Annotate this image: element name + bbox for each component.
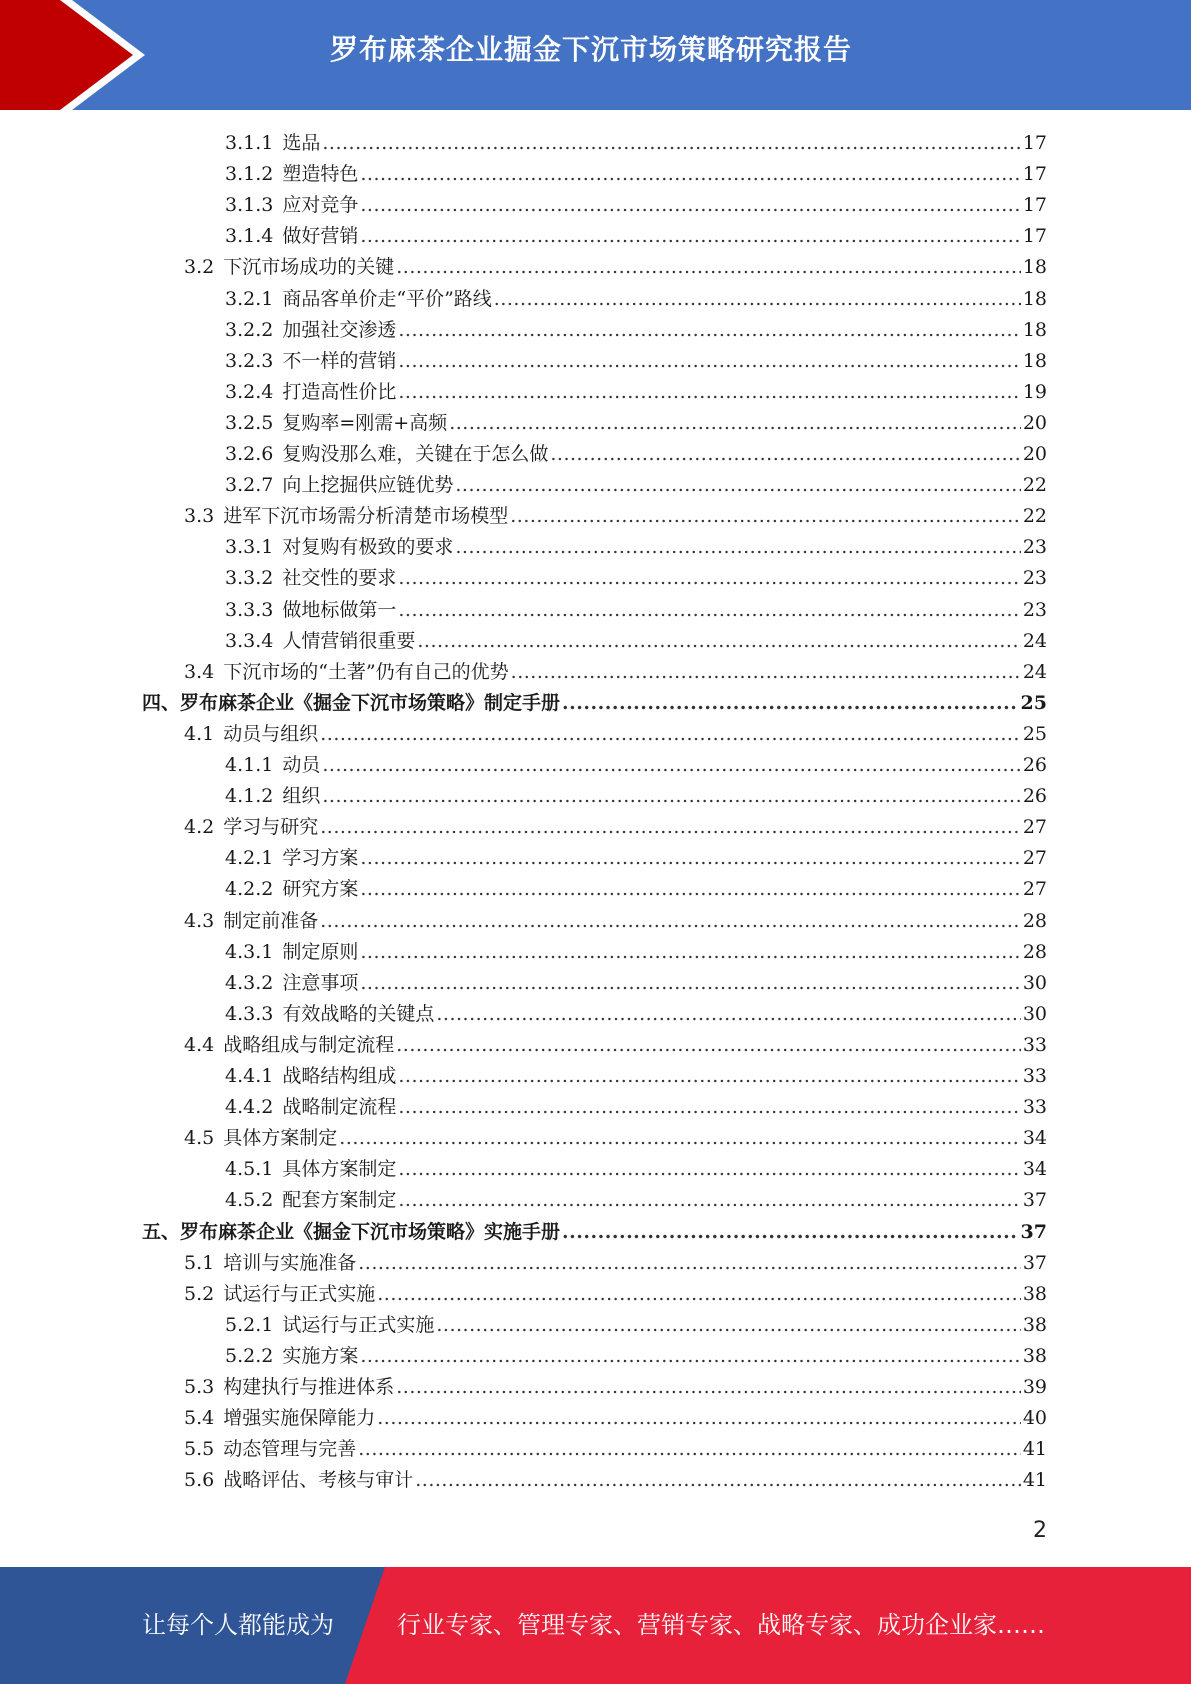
toc-dot-leader [322, 750, 1020, 781]
toc-entry-title: 下沉市场成功的关键 [223, 256, 395, 279]
toc-entry-page: 30 [1022, 971, 1047, 994]
toc-entry[interactable] [225, 563, 1047, 594]
toc-entry-number: 5.3 [184, 1376, 215, 1398]
toc-dot-leader [550, 439, 1020, 470]
toc-entry[interactable] [225, 284, 1047, 315]
toc-entry[interactable] [225, 190, 1047, 221]
toc-entry-title: 加强社交渗透 [282, 318, 397, 341]
toc-entry-page: 23 [1022, 536, 1047, 559]
toc-entry-number: 3.3.1 [225, 536, 274, 559]
toc-entry[interactable] [184, 1372, 1047, 1403]
toc-entry[interactable] [225, 408, 1047, 439]
toc-entry[interactable] [184, 1123, 1047, 1154]
toc-dot-leader [396, 1030, 1021, 1061]
toc-entry-page: 19 [1022, 380, 1047, 403]
toc-entry[interactable] [184, 1465, 1047, 1496]
toc-entry-title: 选品 [282, 132, 321, 154]
toc-entry-title: 罗布麻茶企业《掘金下沉市场策略》实施手册 [180, 1220, 561, 1243]
toc-entry-number: 3.1.3 [225, 194, 274, 217]
toc-entry[interactable] [225, 626, 1047, 657]
toc-entry[interactable] [184, 812, 1047, 843]
toc-entry-page: 33 [1022, 1096, 1047, 1119]
toc-entry-page: 25 [1022, 722, 1047, 745]
toc-dot-leader [396, 1372, 1021, 1403]
toc-entry-title: 试运行与正式实施 [223, 1282, 376, 1305]
toc-entry-title: 不一样的营销 [282, 349, 397, 372]
toc-entry-number: 4.2.2 [225, 878, 274, 901]
toc-entry-title: 动员 [282, 754, 321, 776]
toc-entry[interactable] [225, 999, 1047, 1030]
toc-entry-number: 3.2.7 [225, 474, 274, 497]
toc-entry-number: 4.4 [184, 1033, 215, 1056]
toc-entry-number: 3.2 [184, 256, 215, 279]
toc-entry[interactable] [184, 501, 1047, 532]
toc-entry-number: 4.4.2 [225, 1096, 274, 1119]
toc-entry-page: 37 [1022, 1189, 1047, 1212]
toc-dot-leader [360, 874, 1020, 905]
toc-entry-number: 4.5.1 [225, 1158, 274, 1181]
toc-dot-leader [360, 1341, 1020, 1372]
toc-entry-page: 24 [1022, 660, 1047, 683]
toc-entry-title: 注意事项 [282, 971, 359, 994]
toc-dot-leader [320, 719, 1021, 750]
toc-dot-leader [360, 843, 1020, 874]
toc-entry[interactable] [225, 221, 1047, 252]
toc-entry-page: 34 [1022, 1127, 1047, 1150]
page-footer [0, 1567, 1191, 1684]
toc-dot-leader [511, 657, 1021, 688]
toc-entry-number: 3.1.4 [225, 225, 274, 248]
toc-dot-leader [398, 315, 1020, 346]
toc-entry[interactable] [225, 781, 1047, 812]
toc-entry[interactable] [184, 1434, 1047, 1465]
toc-entry-page: 20 [1022, 411, 1047, 434]
report-title: 罗布麻茶企业掘金下沉市场策略研究报告 [330, 33, 853, 66]
toc-entry[interactable] [184, 1279, 1047, 1310]
toc-entry[interactable] [225, 750, 1047, 781]
toc-entry[interactable] [225, 595, 1047, 626]
toc-entry-number: 5.5 [184, 1438, 215, 1461]
toc-entry-page: 27 [1022, 816, 1047, 839]
toc-dot-leader [494, 284, 1021, 315]
toc-entry-title: 实施方案 [282, 1344, 359, 1367]
toc-entry-number: 5.2.1 [225, 1313, 274, 1336]
footer-slogan-right: 行业专家、管理专家、营销专家、战略专家、成功企业家…… [397, 1611, 1045, 1639]
toc-entry-title: 复购率=刚需+高频 [282, 411, 448, 434]
toc-entry[interactable] [225, 1185, 1047, 1216]
toc-entry[interactable] [225, 377, 1047, 408]
toc-entry-number: 3.3.4 [225, 629, 274, 652]
toc-entry-title: 商品客单价走“平价”路线 [282, 287, 492, 310]
toc-entry-title: 战略结构组成 [282, 1065, 397, 1087]
toc-entry-page: 28 [1022, 940, 1047, 963]
toc-entry[interactable] [225, 1061, 1047, 1092]
toc-dot-leader [360, 221, 1020, 252]
toc-entry-title: 动态管理与完善 [223, 1438, 357, 1461]
toc-dot-leader [398, 346, 1020, 377]
toc-entry-page: 20 [1022, 443, 1047, 465]
toc-entry-page: 37 [1022, 1251, 1047, 1274]
toc-dot-leader [449, 408, 1021, 439]
toc-entry-title: 复购没那么难，关键在于怎么做 [282, 443, 549, 465]
toc-entry-title: 试运行与正式实施 [282, 1313, 435, 1336]
toc-entry[interactable] [142, 688, 1047, 719]
toc-entry[interactable] [225, 532, 1047, 563]
toc-dot-leader [562, 1217, 1019, 1248]
toc-entry-number: 五、 [142, 1220, 181, 1243]
toc-entry-number: 4.5 [184, 1127, 215, 1150]
toc-entry-number: 5.4 [184, 1407, 215, 1430]
toc-entry-title: 下沉市场的“土著”仍有自己的优势 [223, 660, 509, 683]
toc-entry[interactable] [225, 1310, 1047, 1341]
toc-entry-title: 学习方案 [282, 847, 359, 870]
toc-entry-page: 27 [1022, 878, 1047, 901]
toc-entry-number: 4.1.1 [225, 754, 274, 776]
toc-dot-leader [436, 1310, 1020, 1341]
toc-dot-leader [360, 937, 1020, 968]
toc-entry-number: 5.6 [184, 1469, 215, 1492]
toc-entry-title: 罗布麻茶企业《掘金下沉市场策略》制定手册 [180, 691, 561, 714]
toc-entry-title: 向上挖掘供应链优势 [282, 474, 454, 497]
toc-entry-title: 应对竞争 [282, 194, 359, 217]
toc-dot-leader [358, 1248, 1021, 1279]
toc-entry-number: 4.3.2 [225, 971, 274, 994]
toc-entry-page: 38 [1022, 1344, 1047, 1367]
toc-entry-number: 5.2.2 [225, 1344, 274, 1367]
toc-entry-title: 组织 [282, 785, 321, 808]
toc-dot-leader [398, 1154, 1020, 1185]
toc-dot-leader [377, 1403, 1021, 1434]
toc-entry-page: 18 [1022, 256, 1047, 279]
toc-entry-page: 18 [1022, 318, 1047, 341]
toc-entry-page: 26 [1022, 785, 1047, 808]
toc-entry-title: 有效战略的关键点 [282, 1002, 435, 1025]
toc-entry[interactable] [225, 1154, 1047, 1185]
toc-entry-number: 3.1.1 [225, 132, 274, 154]
toc-entry-page: 23 [1022, 567, 1047, 590]
toc-entry-page: 17 [1022, 194, 1047, 217]
toc-dot-leader [320, 906, 1021, 937]
toc-dot-leader [415, 1465, 1021, 1496]
toc-entry[interactable] [184, 252, 1047, 283]
toc-entry-page: 24 [1022, 629, 1047, 652]
page-number: 2 [1033, 1518, 1047, 1543]
toc-dot-leader [417, 626, 1020, 657]
toc-entry-title: 增强实施保障能力 [223, 1407, 376, 1430]
footer-slogan-left: 让每个人都能成为 [142, 1611, 334, 1639]
toc-entry-title: 制定原则 [282, 940, 359, 963]
toc-dot-leader [377, 1279, 1021, 1310]
toc-dot-leader [398, 1185, 1020, 1216]
toc-entry-number: 3.3.2 [225, 567, 274, 590]
toc-entry-title: 学习与研究 [223, 816, 319, 839]
toc-entry[interactable] [225, 1092, 1047, 1123]
toc-dot-leader [339, 1123, 1021, 1154]
toc-entry-title: 社交性的要求 [282, 567, 397, 590]
toc-entry-number: 4.3 [184, 909, 215, 932]
toc-dot-leader [322, 781, 1020, 812]
toc-entry-title: 制定前准备 [223, 909, 319, 932]
toc-entry-number: 3.3 [184, 505, 215, 528]
toc-dot-leader [320, 812, 1021, 843]
toc-entry-number: 4.1.2 [225, 785, 274, 808]
toc-dot-leader [398, 595, 1020, 626]
toc-entry[interactable] [225, 439, 1047, 470]
toc-entry-number: 3.2.5 [225, 411, 274, 434]
toc-entry-page: 17 [1022, 132, 1047, 154]
toc-dot-leader [436, 999, 1020, 1030]
toc-entry-number: 3.2.1 [225, 287, 274, 310]
toc-entry[interactable] [225, 128, 1047, 159]
toc-entry-number: 3.3.3 [225, 598, 274, 621]
toc-entry-page: 33 [1022, 1033, 1047, 1056]
toc-entry-number: 4.3.3 [225, 1002, 274, 1025]
toc-entry-title: 具体方案制定 [223, 1127, 338, 1150]
toc-dot-leader [322, 128, 1020, 159]
toc-dot-leader [455, 470, 1020, 501]
toc-entry[interactable] [184, 719, 1047, 750]
toc-entry[interactable] [225, 968, 1047, 999]
toc-entry-page: 34 [1022, 1158, 1047, 1181]
toc-entry-page: 23 [1022, 598, 1047, 621]
toc-entry-page: 22 [1022, 505, 1047, 528]
toc-entry[interactable] [225, 315, 1047, 346]
toc-entry-number: 4.4.1 [225, 1065, 274, 1087]
toc-entry-number: 4.1 [184, 722, 215, 745]
toc-entry[interactable] [184, 657, 1047, 688]
toc-dot-leader [398, 377, 1020, 408]
toc-entry-page: 41 [1022, 1469, 1047, 1492]
toc-dot-leader [455, 532, 1020, 563]
toc-entry-title: 对复购有极致的要求 [282, 536, 454, 559]
toc-entry[interactable] [225, 937, 1047, 968]
toc-entry-page: 38 [1022, 1313, 1047, 1336]
toc-dot-leader [360, 968, 1020, 999]
toc-entry-number: 3.4 [184, 660, 215, 683]
toc-entry-title: 人情营销很重要 [282, 629, 416, 652]
toc-entry-title: 做好营销 [282, 225, 359, 248]
toc-entry-page: 28 [1022, 909, 1047, 932]
toc-dot-leader [398, 563, 1020, 594]
toc-entry-number: 4.3.1 [225, 940, 274, 963]
toc-entry-page: 33 [1022, 1065, 1047, 1087]
toc-entry-page: 41 [1022, 1438, 1047, 1461]
toc-entry-page: 37 [1020, 1220, 1047, 1243]
toc-entry[interactable] [184, 1030, 1047, 1061]
toc-entry-number: 5.1 [184, 1251, 215, 1274]
toc-entry-page: 30 [1022, 1002, 1047, 1025]
toc-entry-title: 战略制定流程 [282, 1096, 397, 1119]
toc-entry-title: 构建执行与推进体系 [223, 1376, 395, 1398]
toc-entry-title: 进军下沉市场需分析清楚市场模型 [223, 505, 509, 528]
toc-entry-title: 配套方案制定 [282, 1189, 397, 1212]
toc-entry[interactable] [142, 1217, 1047, 1248]
page-header [0, 0, 1191, 110]
toc-entry-title: 具体方案制定 [282, 1158, 397, 1181]
toc-entry[interactable] [184, 1403, 1047, 1434]
toc-entry-title: 动员与组织 [223, 722, 319, 745]
toc-entry-number: 3.2.4 [225, 380, 274, 403]
toc-entry[interactable] [184, 906, 1047, 937]
toc-entry-page: 38 [1022, 1282, 1047, 1305]
toc-dot-leader [360, 159, 1020, 190]
toc-entry[interactable] [225, 470, 1047, 501]
toc-entry-number: 4.2.1 [225, 847, 274, 870]
toc-entry[interactable] [184, 1248, 1047, 1279]
toc-entry-number: 四、 [142, 691, 181, 714]
toc-entry[interactable] [225, 346, 1047, 377]
toc-entry-number: 5.2 [184, 1282, 215, 1305]
toc-dot-leader [510, 501, 1021, 532]
toc-entry-page: 18 [1022, 349, 1047, 372]
toc-dot-leader [396, 252, 1021, 283]
toc-entry-page: 39 [1022, 1376, 1047, 1398]
toc-entry-page: 40 [1022, 1407, 1047, 1430]
toc-dot-leader [360, 190, 1020, 221]
toc-entry-title: 战略组成与制定流程 [223, 1033, 395, 1056]
toc-entry[interactable] [225, 159, 1047, 190]
toc-entry-title: 培训与实施准备 [223, 1251, 357, 1274]
toc-entry-page: 18 [1022, 287, 1047, 310]
toc-dot-leader [398, 1092, 1020, 1123]
toc-dot-leader [562, 688, 1019, 719]
toc-entry-number: 3.2.2 [225, 318, 274, 341]
toc-entry-page: 25 [1020, 691, 1047, 714]
toc-dot-leader [358, 1434, 1021, 1465]
toc-entry[interactable] [225, 874, 1047, 905]
toc-entry-number: 4.2 [184, 816, 215, 839]
toc-entry-title: 研究方案 [282, 878, 359, 901]
toc-dot-leader [398, 1061, 1020, 1092]
toc-entry-title: 打造高性价比 [282, 380, 397, 403]
toc-entry-title: 战略评估、考核与审计 [223, 1469, 414, 1492]
toc-entry-page: 17 [1022, 163, 1047, 186]
toc-entry[interactable] [225, 1341, 1047, 1372]
toc-entry[interactable] [225, 843, 1047, 874]
toc-entry-title: 做地标做第一 [282, 598, 397, 621]
toc-entry-page: 27 [1022, 847, 1047, 870]
toc-entry-title: 塑造特色 [282, 163, 359, 186]
toc-entry-number: 3.1.2 [225, 163, 274, 186]
toc-entry-page: 22 [1022, 474, 1047, 497]
toc-entry-number: 3.2.3 [225, 349, 274, 372]
toc-entry-number: 4.5.2 [225, 1189, 274, 1212]
toc-entry-page: 26 [1022, 754, 1047, 776]
toc-entry-number: 3.2.6 [225, 443, 274, 465]
toc-entry-page: 17 [1022, 225, 1047, 248]
